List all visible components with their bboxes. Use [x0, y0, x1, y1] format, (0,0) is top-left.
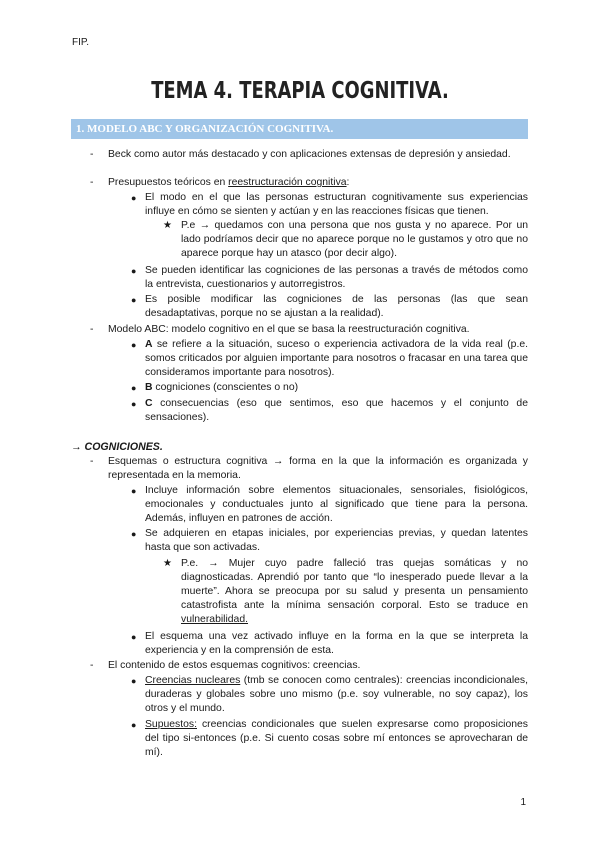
list-item-adquieren: Se adquieren en etapas iniciales, por experiencias previas, y quedan latentes hasta que son activadas.	[145, 528, 528, 553]
dot-bullet: ●	[131, 399, 137, 409]
presupuestos-prefix: Presupuestos teóricos en	[108, 177, 229, 188]
star-bullet: ★	[163, 220, 172, 231]
abc-letter-a: A	[145, 339, 153, 350]
dot-bullet: ●	[131, 193, 137, 203]
abc-text-c: consecuencias (eso que sentimos, eso que hacemos y el conjunto de sensaciones).	[145, 398, 528, 423]
dot-bullet: ●	[131, 266, 137, 276]
dot-bullet: ●	[131, 676, 137, 686]
section-heading-modelo-abc: 1. MODELO ABC Y ORGANIZACIÓN COGNITIVA.	[71, 119, 528, 139]
list-item-supuestos	[145, 718, 528, 760]
dot-bullet: ●	[131, 632, 137, 642]
list-item-identificar: Se pueden identificar las cogniciones de las personas a través de métodos como la entrevista, cuestionarios y autorregistros.	[145, 265, 528, 290]
list-item-modelo-abc: Modelo ABC: modelo cognitivo en el que se basa la reestructuración cognitiva.	[108, 324, 470, 335]
dash-bullet: -	[90, 456, 94, 467]
creencias-nucleares-text: (tmb se conocen como centrales): creencias incondicionales, duraderas y globales sobre uno mismo (p.e. soy vulnerable, no soy capaz), los otros y el mundo.	[145, 675, 528, 714]
pe2-text: P.e. → Mujer cuyo padre falleció tras quejas somáticas y no diagnosticadas. Aprendió por tanto que “lo inesperado puede llevar a la muerte”. Ahora se preocupa por su salud y presenta un pensamiento catastrofista ante la mínima sensación corporal. Esto se traduce en	[181, 558, 528, 611]
header-label: FIP.	[72, 37, 90, 48]
star-bullet: ★	[163, 558, 172, 569]
list-item-modo: El modo en el que las personas estructuran cognitivamente sus experiencias influye en cómo se sienten y actúan y en las reacciones físicas que tienen.	[145, 192, 528, 217]
dot-bullet: ●	[131, 486, 137, 496]
page-number: 1	[520, 797, 526, 808]
dot-bullet: ●	[131, 340, 137, 350]
abc-text-b: cogniciones (conscientes o no)	[152, 382, 299, 393]
dash-bullet: -	[90, 324, 94, 335]
list-item-incluye: Incluye información sobre elementos situacionales, sensoriales, fisiológicos, emocionales y conductuales junto al significado que tiene para la persona. Además, influyen en patrones de acción.	[145, 485, 528, 524]
abc-letter-c: C	[145, 398, 153, 409]
list-item-abc-a	[145, 338, 528, 380]
list-item-beck: Beck como autor más destacado y con aplicaciones extensas de depresión y ansiedad.	[108, 149, 511, 160]
list-item-pe-vulnerabilidad	[181, 557, 528, 627]
creencias-nucleares-label: Creencias nucleares	[145, 675, 241, 686]
list-item-presupuestos	[108, 176, 528, 190]
vulnerabilidad-link: vulnerabilidad.	[181, 614, 249, 625]
reestructuracion-link: reestructuración cognitiva	[228, 177, 347, 188]
section-heading-cogniciones: → COGNICIONES.	[71, 441, 163, 453]
list-item-creencias-nucleares	[145, 674, 528, 716]
list-item-esquema-activado: El esquema una vez activado influye en la forma en la que se interpreta la experiencia y en la comprensión de esta.	[145, 631, 528, 656]
presupuestos-suffix: :	[346, 177, 350, 188]
list-item-esquemas: Esquemas o estructura cognitiva → forma en la que la información es organizada y representada en la memoria.	[108, 456, 528, 481]
supuestos-text: creencias condicionales que suelen expresarse como proposiciones del tipo si-entonces (p.e. Si cuento cosas sobre mí entonces se aprovecharan de mí).	[145, 719, 528, 758]
list-item-contenido: El contenido de estos esquemas cognitivos: creencias.	[108, 660, 361, 671]
dash-bullet: -	[90, 660, 94, 671]
dot-bullet: ●	[131, 529, 137, 539]
dot-bullet: ●	[131, 720, 137, 730]
dash-bullet: -	[90, 177, 94, 188]
list-item-modificar: Es posible modificar las cogniciones de las personas (las que sean desadaptativas, porque no se ajustan a la realidad).	[145, 294, 528, 319]
list-item-pe-atasco: P.e → quedamos con una persona que nos gusta y no aparece. Por un lado podríamos decir que no aparece porque no le gustamos y otro que no aparece porque hay un atasco (por decir algo).	[181, 220, 528, 259]
dot-bullet: ●	[131, 295, 137, 305]
page-title: TEMA 4. TERAPIA COGNITIVA.	[151, 78, 449, 104]
supuestos-label: Supuestos:	[145, 719, 197, 730]
list-item-abc-b	[145, 381, 528, 395]
list-item-abc-c	[145, 397, 528, 425]
dash-bullet: -	[90, 149, 94, 160]
dot-bullet: ●	[131, 383, 137, 393]
abc-text-a: se refiere a la situación, suceso o experiencia activadora de la vida real (p.e. somos criticados por alguien importante para nosotros o fracasar en una tarea que consideramos importante para nosotros).	[145, 339, 528, 378]
abc-letter-b: B	[145, 382, 153, 393]
